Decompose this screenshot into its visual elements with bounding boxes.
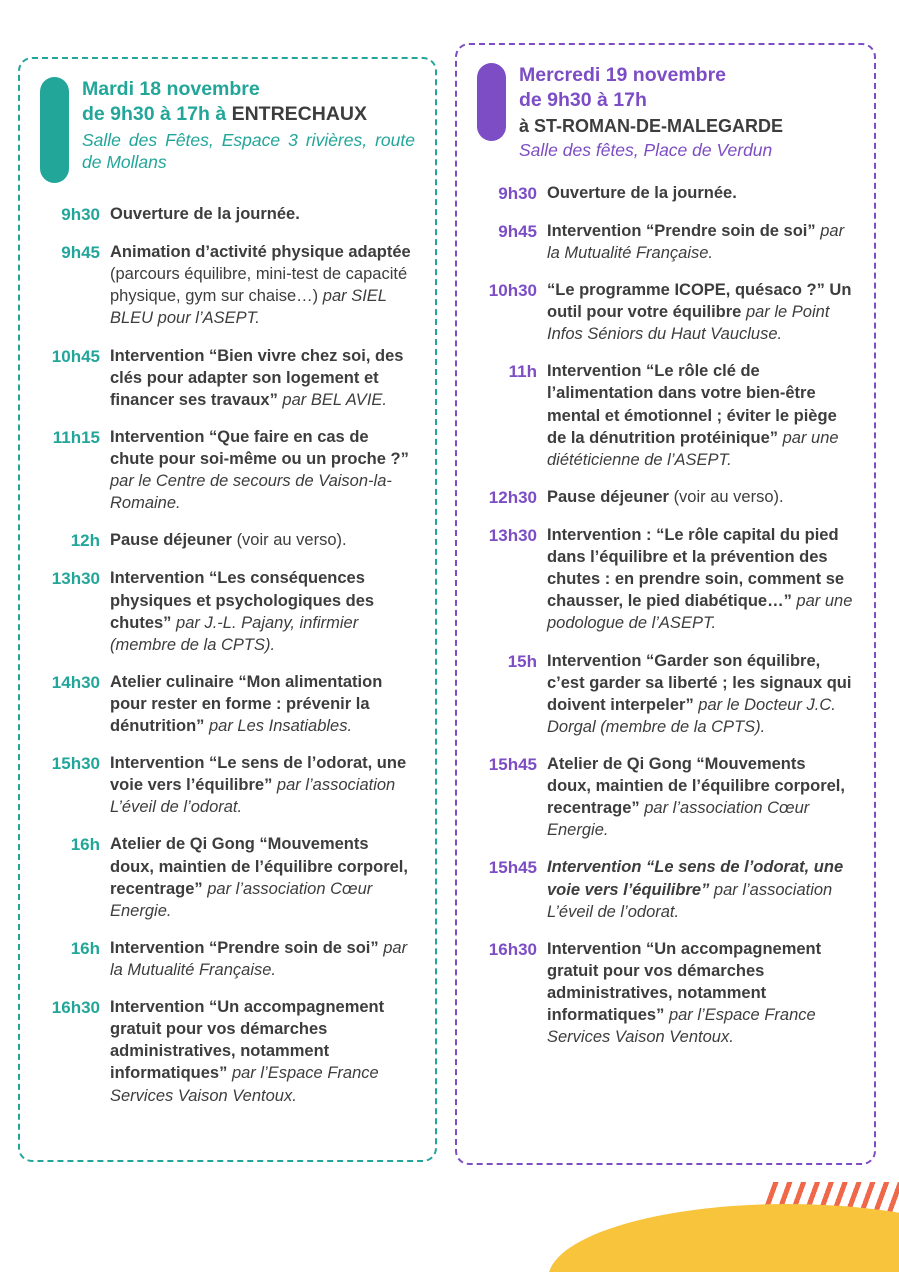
schedule-description <box>110 937 415 981</box>
schedule-description <box>110 345 415 411</box>
schedule-item <box>40 752 415 818</box>
text-segment: Intervention “Le sens de l’odorat, une voie vers l’équilibre” <box>110 754 407 795</box>
text-segment: par l’Espace France Services Vaison Ventoux. <box>110 1064 379 1105</box>
schedule-time: 13h30 <box>488 526 537 546</box>
day-hours: de 9h30 à 17h <box>519 89 647 112</box>
schedule-item <box>40 529 415 552</box>
text-segment: Atelier de Qi Gong “Mouvements doux, maintien de l’équilibre corporel, recentrage” <box>547 755 845 818</box>
schedule-description <box>110 996 415 1107</box>
text-segment: par l’Espace France Services Vaison Ventoux. <box>547 1006 816 1047</box>
schedule-list <box>477 182 854 1049</box>
text-segment: par l’association L’éveil de l’odorat. <box>547 880 833 921</box>
schedule-item <box>477 524 854 635</box>
text-segment: Intervention “Prendre soin de soi” <box>110 938 384 957</box>
schedule-time: 9h45 <box>498 221 537 241</box>
schedule-item <box>477 360 854 471</box>
text-segment: par le Docteur J.C. Dorgal (membre de la CPTS). <box>547 695 836 736</box>
text-segment: Atelier culinaire “Mon alimentation pour rester en forme : prévenir la dénutrition” <box>110 672 383 736</box>
schedule-description <box>547 856 854 922</box>
text-segment: Ouverture de la journée. <box>110 205 300 223</box>
schedule-time: 15h45 <box>488 858 537 878</box>
schedule-item <box>40 426 415 514</box>
schedule-description <box>547 182 854 205</box>
text-segment: par la Mutualité Française. <box>110 938 408 980</box>
text-segment: Ouverture de la journée. <box>547 183 737 202</box>
text-segment: par le Centre de secours de Vaison-la-Romaine. <box>110 472 392 513</box>
schedule-time: 9h30 <box>498 183 537 203</box>
accent-pill-decoration <box>477 63 506 141</box>
day-place-inline: ENTRECHAUX <box>231 103 368 126</box>
schedule-time: 16h30 <box>488 939 537 959</box>
day-hours: de 9h30 à 17h à <box>82 103 232 126</box>
day-panel <box>455 43 876 1165</box>
accent-pill-decoration <box>40 77 69 183</box>
text-segment: par l’association Cœur Energie. <box>547 799 810 840</box>
text-segment: Pause déjeuner <box>547 487 674 506</box>
day-hours-line <box>519 88 854 113</box>
text-segment: “Le programme ICOPE, quésaco ?” Un outil pour votre équilibre <box>547 281 852 322</box>
schedule-item <box>477 182 854 205</box>
text-segment: Intervention “Le sens de l’odorat, une voie vers l’équilibre” <box>547 858 844 899</box>
text-segment: (parcours équilibre, mini-test de capacité physique, gym sur chaise…) <box>110 265 408 306</box>
schedule-time: 15h45 <box>488 755 537 774</box>
schedule-description <box>547 220 854 264</box>
schedule-item <box>40 203 415 226</box>
schedule-time: 10h45 <box>51 346 100 366</box>
schedule-time: 15h <box>507 651 537 671</box>
schedule-description <box>547 524 854 635</box>
text-segment: par le Point Infos Séniors du Haut Vaucluse. <box>547 303 830 344</box>
text-segment: par BEL AVIE. <box>282 390 387 409</box>
schedule-item <box>477 486 854 509</box>
schedule-item <box>40 567 415 655</box>
day-title: Mardi 18 novembre <box>82 78 260 100</box>
schedule-time: 9h45 <box>61 243 100 263</box>
schedule-time: 12h <box>70 531 100 551</box>
text-segment: par SIEL BLEU pour l’ASEPT. <box>110 287 387 328</box>
schedule-description <box>547 650 854 738</box>
text-segment: (voir au verso). <box>673 487 784 506</box>
panel-header <box>40 77 415 183</box>
text-segment: (voir au verso). <box>236 531 347 550</box>
panel-header <box>477 63 854 162</box>
schedule-time: 11h15 <box>52 427 100 447</box>
text-segment: par une podologue de l’ASEPT. <box>547 592 853 633</box>
text-segment: Intervention “Un accompagnement gratuit pour vos démarches administratives, notamment informatiques” <box>110 998 385 1083</box>
schedule-item <box>477 856 854 922</box>
text-segment: Atelier de Qi Gong “Mouvements doux, maintien de l’équilibre corporel, recentrage” <box>110 835 408 898</box>
schedule-list <box>40 203 415 1107</box>
text-segment: Animation d’activité physique adaptée <box>110 243 411 262</box>
schedule-time: 16h <box>70 835 100 855</box>
schedule-item <box>477 220 854 264</box>
text-segment: Pause déjeuner <box>110 531 237 550</box>
schedule-time: 11h <box>508 362 537 382</box>
text-segment: Intervention : “Le rôle capital du pied dans l’équilibre et la prévention des chutes : en prendre soin, comment se chausser, le pied diabétique…” <box>547 526 845 611</box>
text-segment: par Les Insatiables. <box>208 717 353 736</box>
schedule-description <box>110 203 415 226</box>
text-segment: Intervention “Que faire en cas de chute pour soi-même ou un proche ?” <box>110 427 409 468</box>
venue-line: Salle des fêtes, Place de Verdun <box>519 139 773 160</box>
text-segment: Intervention “Bien vivre chez soi, des clés pour adapter son logement et financer ses travaux” <box>110 346 404 409</box>
text-segment: Intervention “Prendre soin de soi” <box>547 221 821 240</box>
text-segment: Intervention “Garder son équilibre, c’est garder sa liberté ; les signaux qui doivent interpeler” <box>547 651 852 714</box>
schedule-time: 9h30 <box>61 205 100 224</box>
header-text <box>519 63 854 162</box>
schedule-description <box>110 241 415 329</box>
schedule-description <box>547 938 854 1049</box>
schedule-time: 13h30 <box>51 569 100 589</box>
text-segment: par l’association L’éveil de l’odorat. <box>110 776 396 817</box>
schedule-description <box>547 360 854 471</box>
schedule-description <box>110 426 415 514</box>
schedule-item <box>40 833 415 921</box>
day-panel <box>18 57 437 1162</box>
schedule-time: 16h30 <box>51 998 100 1018</box>
schedule-item <box>40 996 415 1107</box>
schedule-description <box>110 752 415 818</box>
schedule-time: 15h30 <box>51 754 100 774</box>
schedule-item <box>40 671 415 737</box>
schedule-description <box>110 671 415 737</box>
yellow-blob-decoration <box>548 1204 899 1272</box>
schedule-time: 10h30 <box>488 281 537 301</box>
day-title: Mercredi 19 novembre <box>519 64 727 86</box>
schedule-item <box>40 241 415 329</box>
schedule-item <box>477 938 854 1049</box>
text-segment: par une diététicienne de l’ASEPT. <box>547 428 839 469</box>
venue-line: Salle des Fêtes, Espace 3 rivières, route de Mollans <box>82 129 415 173</box>
text-segment: par la Mutualité Française. <box>547 221 845 262</box>
schedule-description <box>110 567 415 655</box>
schedule-item <box>477 753 854 841</box>
schedule-time: 12h30 <box>488 487 537 507</box>
text-segment: par J.-L. Pajany, infirmier (membre de la CPTS). <box>110 613 359 654</box>
header-text <box>82 77 415 183</box>
text-segment: Intervention “Les conséquences physiques et psychologiques des chutes” <box>110 569 375 632</box>
day-place-block: à ST-ROMAN-DE-MALEGARDE <box>519 115 783 136</box>
schedule-description <box>547 753 854 841</box>
schedule-item <box>40 937 415 981</box>
schedule-time: 14h30 <box>51 672 100 692</box>
text-segment: Intervention “Un accompagnement gratuit pour vos démarches administratives, notamment informatiques” <box>547 939 822 1025</box>
schedule-time: 16h <box>70 938 100 958</box>
day-hours-line <box>82 102 415 127</box>
text-segment: Intervention “Le rôle clé de l’alimentation dans votre bien-être mental et émotionnel ; éviter le piège de la dénutrition protéinique” <box>547 362 837 447</box>
schedule-description <box>110 833 415 921</box>
schedule-item <box>40 345 415 411</box>
schedule-description <box>547 279 854 345</box>
schedule-description <box>110 529 415 552</box>
text-segment: par l’association Cœur Energie. <box>110 879 373 920</box>
schedule-item <box>477 650 854 738</box>
schedule-item <box>477 279 854 345</box>
schedule-description <box>547 486 854 509</box>
